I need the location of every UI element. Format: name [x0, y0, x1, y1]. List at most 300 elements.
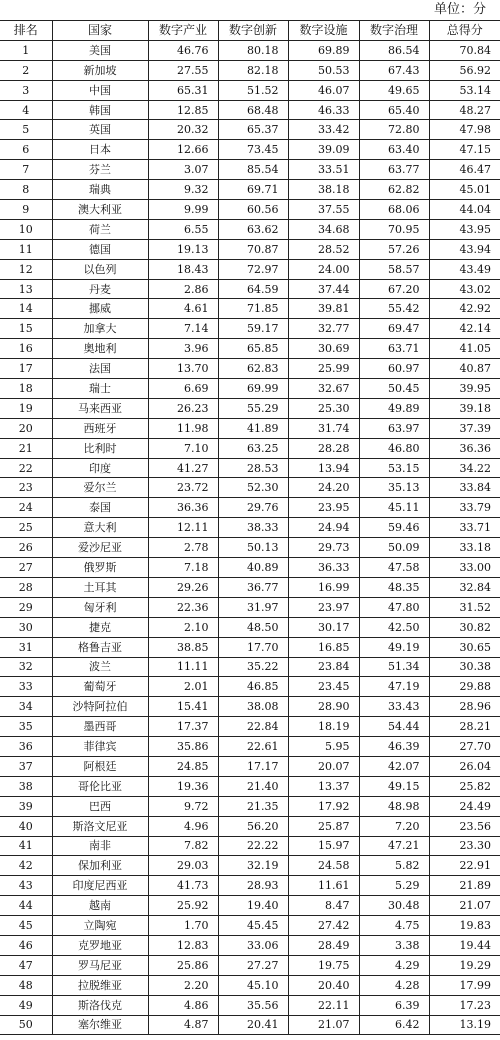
total-score-cell: 13.19: [429, 1015, 500, 1035]
digital-infrastructure-cell: 36.33: [288, 558, 359, 578]
digital-infrastructure-cell: 23.45: [288, 677, 359, 697]
total-score-cell: 42.14: [429, 319, 500, 339]
country-cell: 英国: [52, 120, 148, 140]
table-row: [0, 120, 500, 140]
rank-cell: 1: [0, 40, 52, 60]
digital-industry-cell: 41.73: [148, 876, 218, 896]
table-row: [0, 379, 500, 399]
total-score-cell: 43.02: [429, 279, 500, 299]
digital-infrastructure-cell: 30.17: [288, 617, 359, 637]
total-score-cell: 21.89: [429, 876, 500, 896]
digital-industry-cell: 24.85: [148, 756, 218, 776]
table-row: [0, 816, 500, 836]
digital-innovation-cell: 21.35: [218, 796, 288, 816]
country-cell: 比利时: [52, 438, 148, 458]
digital-innovation-cell: 60.56: [218, 200, 288, 220]
table-row: [0, 538, 500, 558]
rank-cell: 8: [0, 180, 52, 200]
digital-infrastructure-cell: 17.92: [288, 796, 359, 816]
rank-cell: 39: [0, 796, 52, 816]
total-score-cell: 28.21: [429, 717, 500, 737]
digital-industry-cell: 26.23: [148, 398, 218, 418]
digital-governance-cell: 55.42: [359, 299, 429, 319]
digital-industry-cell: 2.78: [148, 538, 218, 558]
country-cell: 罗马尼亚: [52, 955, 148, 975]
digital-innovation-cell: 35.22: [218, 657, 288, 677]
rank-cell: 12: [0, 259, 52, 279]
table-row: [0, 896, 500, 916]
total-score-cell: 22.91: [429, 856, 500, 876]
digital-governance-cell: 72.80: [359, 120, 429, 140]
table-row: [0, 995, 500, 1015]
total-score-cell: 39.18: [429, 398, 500, 418]
digital-industry-cell: 36.36: [148, 498, 218, 518]
country-cell: 韩国: [52, 100, 148, 120]
total-score-cell: 30.82: [429, 617, 500, 637]
table-row: [0, 717, 500, 737]
digital-governance-cell: 65.40: [359, 100, 429, 120]
digital-governance-cell: 63.77: [359, 160, 429, 180]
digital-industry-cell: 3.07: [148, 160, 218, 180]
digital-governance-cell: 62.82: [359, 180, 429, 200]
rank-cell: 18: [0, 379, 52, 399]
total-score-cell: 19.29: [429, 955, 500, 975]
table-row: [0, 1015, 500, 1035]
digital-innovation-cell: 56.20: [218, 816, 288, 836]
digital-innovation-cell: 52.30: [218, 478, 288, 498]
table-row: [0, 219, 500, 239]
country-cell: 日本: [52, 140, 148, 160]
digital-innovation-cell: 41.89: [218, 418, 288, 438]
total-score-cell: 21.07: [429, 896, 500, 916]
rank-cell: 47: [0, 955, 52, 975]
table-row: [0, 418, 500, 438]
country-cell: 荷兰: [52, 219, 148, 239]
country-cell: 拉脱维亚: [52, 975, 148, 995]
digital-industry-cell: 12.66: [148, 140, 218, 160]
rank-cell: 9: [0, 200, 52, 220]
table-row: [0, 756, 500, 776]
rank-cell: 41: [0, 836, 52, 856]
rank-cell: 24: [0, 498, 52, 518]
digital-infrastructure-cell: 38.18: [288, 180, 359, 200]
rank-cell: 19: [0, 398, 52, 418]
digital-innovation-cell: 48.50: [218, 617, 288, 637]
total-score-cell: 43.94: [429, 239, 500, 259]
digital-governance-cell: 50.45: [359, 379, 429, 399]
digital-innovation-cell: 63.62: [218, 219, 288, 239]
rank-cell: 7: [0, 160, 52, 180]
table-row: [0, 339, 500, 359]
rank-cell: 49: [0, 995, 52, 1015]
digital-industry-cell: 35.86: [148, 737, 218, 757]
digital-innovation-cell: 45.45: [218, 916, 288, 936]
digital-governance-cell: 5.82: [359, 856, 429, 876]
header-digital-innovation: 数字创新: [218, 21, 288, 41]
country-cell: 新加坡: [52, 60, 148, 80]
digital-industry-cell: 20.32: [148, 120, 218, 140]
digital-governance-cell: 51.34: [359, 657, 429, 677]
country-cell: 挪威: [52, 299, 148, 319]
total-score-cell: 30.38: [429, 657, 500, 677]
total-score-cell: 17.23: [429, 995, 500, 1015]
digital-infrastructure-cell: 25.30: [288, 398, 359, 418]
rank-cell: 48: [0, 975, 52, 995]
digital-innovation-cell: 22.84: [218, 717, 288, 737]
country-cell: 克罗地亚: [52, 935, 148, 955]
rank-cell: 3: [0, 80, 52, 100]
digital-innovation-cell: 36.77: [218, 577, 288, 597]
rank-cell: 40: [0, 816, 52, 836]
digital-innovation-cell: 65.37: [218, 120, 288, 140]
table-row: [0, 478, 500, 498]
table-row: [0, 697, 500, 717]
rank-cell: 37: [0, 756, 52, 776]
country-cell: 捷克: [52, 617, 148, 637]
digital-innovation-cell: 69.71: [218, 180, 288, 200]
digital-innovation-cell: 73.45: [218, 140, 288, 160]
rank-cell: 20: [0, 418, 52, 438]
total-score-cell: 40.87: [429, 359, 500, 379]
digital-governance-cell: 46.39: [359, 737, 429, 757]
rank-cell: 38: [0, 776, 52, 796]
digital-governance-cell: 47.19: [359, 677, 429, 697]
digital-industry-cell: 15.41: [148, 697, 218, 717]
digital-innovation-cell: 62.83: [218, 359, 288, 379]
digital-industry-cell: 13.70: [148, 359, 218, 379]
digital-infrastructure-cell: 19.75: [288, 955, 359, 975]
digital-industry-cell: 9.32: [148, 180, 218, 200]
digital-industry-cell: 25.92: [148, 896, 218, 916]
digital-innovation-cell: 22.22: [218, 836, 288, 856]
digital-governance-cell: 63.40: [359, 140, 429, 160]
digital-governance-cell: 46.80: [359, 438, 429, 458]
rank-cell: 31: [0, 637, 52, 657]
total-score-cell: 23.30: [429, 836, 500, 856]
digital-industry-cell: 4.96: [148, 816, 218, 836]
country-cell: 马来西亚: [52, 398, 148, 418]
country-cell: 土耳其: [52, 577, 148, 597]
rank-cell: 35: [0, 717, 52, 737]
digital-innovation-cell: 69.99: [218, 379, 288, 399]
digital-infrastructure-cell: 13.94: [288, 458, 359, 478]
digital-industry-cell: 38.85: [148, 637, 218, 657]
digital-governance-cell: 53.15: [359, 458, 429, 478]
rank-cell: 10: [0, 219, 52, 239]
country-cell: 波兰: [52, 657, 148, 677]
digital-industry-cell: 29.03: [148, 856, 218, 876]
total-score-cell: 33.84: [429, 478, 500, 498]
total-score-cell: 41.05: [429, 339, 500, 359]
table-row: [0, 577, 500, 597]
digital-industry-cell: 12.85: [148, 100, 218, 120]
total-score-cell: 44.04: [429, 200, 500, 220]
digital-industry-cell: 12.83: [148, 935, 218, 955]
country-cell: 哥伦比亚: [52, 776, 148, 796]
digital-industry-cell: 7.82: [148, 836, 218, 856]
digital-governance-cell: 47.58: [359, 558, 429, 578]
digital-infrastructure-cell: 24.94: [288, 518, 359, 538]
rank-cell: 14: [0, 299, 52, 319]
rank-cell: 33: [0, 677, 52, 697]
total-score-cell: 23.56: [429, 816, 500, 836]
table-row: [0, 438, 500, 458]
digital-innovation-cell: 70.87: [218, 239, 288, 259]
table-row: [0, 955, 500, 975]
digital-infrastructure-cell: 33.51: [288, 160, 359, 180]
digital-innovation-cell: 38.08: [218, 697, 288, 717]
country-cell: 斯洛伐克: [52, 995, 148, 1015]
total-score-cell: 48.27: [429, 100, 500, 120]
digital-infrastructure-cell: 28.49: [288, 935, 359, 955]
digital-infrastructure-cell: 20.40: [288, 975, 359, 995]
digital-governance-cell: 6.42: [359, 1015, 429, 1035]
digital-innovation-cell: 28.93: [218, 876, 288, 896]
country-cell: 德国: [52, 239, 148, 259]
country-cell: 西班牙: [52, 418, 148, 438]
total-score-cell: 47.15: [429, 140, 500, 160]
country-cell: 塞尔维亚: [52, 1015, 148, 1035]
rank-cell: 2: [0, 60, 52, 80]
digital-industry-cell: 17.37: [148, 717, 218, 737]
digital-innovation-cell: 71.85: [218, 299, 288, 319]
digital-industry-cell: 18.43: [148, 259, 218, 279]
country-cell: 泰国: [52, 498, 148, 518]
digital-infrastructure-cell: 30.69: [288, 339, 359, 359]
digital-infrastructure-cell: 27.42: [288, 916, 359, 936]
country-cell: 中国: [52, 80, 148, 100]
digital-governance-cell: 50.09: [359, 538, 429, 558]
digital-governance-cell: 6.39: [359, 995, 429, 1015]
digital-innovation-cell: 21.40: [218, 776, 288, 796]
digital-infrastructure-cell: 32.77: [288, 319, 359, 339]
country-cell: 俄罗斯: [52, 558, 148, 578]
table-header-row: [0, 21, 500, 41]
country-cell: 加拿大: [52, 319, 148, 339]
digital-industry-cell: 6.55: [148, 219, 218, 239]
header-country: 国家: [52, 21, 148, 41]
digital-governance-cell: 42.50: [359, 617, 429, 637]
digital-industry-cell: 9.72: [148, 796, 218, 816]
digital-industry-cell: 25.86: [148, 955, 218, 975]
country-cell: 丹麦: [52, 279, 148, 299]
rank-cell: 30: [0, 617, 52, 637]
digital-governance-cell: 4.29: [359, 955, 429, 975]
digital-infrastructure-cell: 37.55: [288, 200, 359, 220]
digital-infrastructure-cell: 29.73: [288, 538, 359, 558]
country-cell: 阿根廷: [52, 756, 148, 776]
header-rank: 排名: [0, 21, 52, 41]
table-row: [0, 259, 500, 279]
total-score-cell: 33.71: [429, 518, 500, 538]
rank-cell: 16: [0, 339, 52, 359]
digital-innovation-cell: 35.56: [218, 995, 288, 1015]
rank-cell: 50: [0, 1015, 52, 1035]
total-score-cell: 32.84: [429, 577, 500, 597]
digital-innovation-cell: 50.13: [218, 538, 288, 558]
rank-cell: 23: [0, 478, 52, 498]
country-cell: 芬兰: [52, 160, 148, 180]
country-cell: 印度: [52, 458, 148, 478]
digital-innovation-cell: 85.54: [218, 160, 288, 180]
rank-cell: 32: [0, 657, 52, 677]
digital-innovation-cell: 17.17: [218, 756, 288, 776]
total-score-cell: 56.92: [429, 60, 500, 80]
digital-innovation-cell: 17.70: [218, 637, 288, 657]
table-row: [0, 80, 500, 100]
digital-governance-cell: 86.54: [359, 40, 429, 60]
digital-infrastructure-cell: 37.44: [288, 279, 359, 299]
country-cell: 意大利: [52, 518, 148, 538]
digital-governance-cell: 49.19: [359, 637, 429, 657]
header-digital-infrastructure: 数字设施: [288, 21, 359, 41]
digital-industry-cell: 2.01: [148, 677, 218, 697]
total-score-cell: 31.52: [429, 597, 500, 617]
table-row: [0, 935, 500, 955]
rank-cell: 43: [0, 876, 52, 896]
digital-industry-cell: 46.76: [148, 40, 218, 60]
digital-industry-cell: 23.72: [148, 478, 218, 498]
digital-innovation-cell: 72.97: [218, 259, 288, 279]
rank-cell: 45: [0, 916, 52, 936]
country-cell: 美国: [52, 40, 148, 60]
digital-governance-cell: 58.57: [359, 259, 429, 279]
total-score-cell: 30.65: [429, 637, 500, 657]
digital-innovation-cell: 64.59: [218, 279, 288, 299]
table-row: [0, 776, 500, 796]
total-score-cell: 43.95: [429, 219, 500, 239]
country-cell: 格鲁吉亚: [52, 637, 148, 657]
total-score-cell: 33.18: [429, 538, 500, 558]
table-row: [0, 398, 500, 418]
digital-governance-cell: 70.95: [359, 219, 429, 239]
digital-governance-cell: 30.48: [359, 896, 429, 916]
country-cell: 越南: [52, 896, 148, 916]
digital-governance-cell: 69.47: [359, 319, 429, 339]
country-cell: 沙特阿拉伯: [52, 697, 148, 717]
digital-infrastructure-cell: 24.20: [288, 478, 359, 498]
digital-governance-cell: 54.44: [359, 717, 429, 737]
digital-infrastructure-cell: 13.37: [288, 776, 359, 796]
table-row: [0, 677, 500, 697]
table-row: [0, 180, 500, 200]
digital-governance-cell: 49.15: [359, 776, 429, 796]
digital-innovation-cell: 55.29: [218, 398, 288, 418]
digital-governance-cell: 48.35: [359, 577, 429, 597]
digital-infrastructure-cell: 69.89: [288, 40, 359, 60]
rank-cell: 29: [0, 597, 52, 617]
rank-cell: 21: [0, 438, 52, 458]
digital-infrastructure-cell: 46.33: [288, 100, 359, 120]
digital-innovation-cell: 32.19: [218, 856, 288, 876]
digital-industry-cell: 4.87: [148, 1015, 218, 1035]
total-score-cell: 19.83: [429, 916, 500, 936]
country-cell: 立陶宛: [52, 916, 148, 936]
digital-industry-cell: 7.14: [148, 319, 218, 339]
digital-industry-cell: 22.36: [148, 597, 218, 617]
digital-innovation-cell: 27.27: [218, 955, 288, 975]
ranking-table: [0, 20, 500, 1035]
table-row: [0, 597, 500, 617]
unit-label: 单位：分: [433, 2, 486, 17]
country-cell: 巴西: [52, 796, 148, 816]
digital-innovation-cell: 19.40: [218, 896, 288, 916]
digital-infrastructure-cell: 39.09: [288, 140, 359, 160]
digital-infrastructure-cell: 32.67: [288, 379, 359, 399]
table-row: [0, 140, 500, 160]
digital-innovation-cell: 20.41: [218, 1015, 288, 1035]
rank-cell: 15: [0, 319, 52, 339]
total-score-cell: 24.49: [429, 796, 500, 816]
digital-governance-cell: 33.43: [359, 697, 429, 717]
country-cell: 墨西哥: [52, 717, 148, 737]
digital-innovation-cell: 29.76: [218, 498, 288, 518]
digital-infrastructure-cell: 25.87: [288, 816, 359, 836]
table-row: [0, 836, 500, 856]
digital-innovation-cell: 40.89: [218, 558, 288, 578]
header-digital-governance: 数字治理: [359, 21, 429, 41]
rank-cell: 28: [0, 577, 52, 597]
table-row: [0, 856, 500, 876]
digital-infrastructure-cell: 50.53: [288, 60, 359, 80]
table-row: [0, 617, 500, 637]
digital-industry-cell: 41.27: [148, 458, 218, 478]
digital-industry-cell: 1.70: [148, 916, 218, 936]
country-cell: 以色列: [52, 259, 148, 279]
rank-cell: 6: [0, 140, 52, 160]
digital-infrastructure-cell: 31.74: [288, 418, 359, 438]
total-score-cell: 47.98: [429, 120, 500, 140]
total-score-cell: 33.00: [429, 558, 500, 578]
country-cell: 瑞士: [52, 379, 148, 399]
digital-infrastructure-cell: 46.07: [288, 80, 359, 100]
country-cell: 匈牙利: [52, 597, 148, 617]
total-score-cell: 42.92: [429, 299, 500, 319]
digital-industry-cell: 2.20: [148, 975, 218, 995]
digital-infrastructure-cell: 11.61: [288, 876, 359, 896]
digital-industry-cell: 19.13: [148, 239, 218, 259]
country-cell: 葡萄牙: [52, 677, 148, 697]
digital-innovation-cell: 82.18: [218, 60, 288, 80]
digital-innovation-cell: 51.52: [218, 80, 288, 100]
digital-governance-cell: 68.06: [359, 200, 429, 220]
country-cell: 澳大利亚: [52, 200, 148, 220]
digital-innovation-cell: 68.48: [218, 100, 288, 120]
digital-industry-cell: 12.11: [148, 518, 218, 538]
digital-governance-cell: 35.13: [359, 478, 429, 498]
total-score-cell: 28.96: [429, 697, 500, 717]
total-score-cell: 70.84: [429, 40, 500, 60]
digital-industry-cell: 29.26: [148, 577, 218, 597]
digital-infrastructure-cell: 25.99: [288, 359, 359, 379]
country-cell: 南非: [52, 836, 148, 856]
digital-governance-cell: 60.97: [359, 359, 429, 379]
table-row: [0, 359, 500, 379]
digital-industry-cell: 4.86: [148, 995, 218, 1015]
digital-governance-cell: 4.75: [359, 916, 429, 936]
country-cell: 印度尼西亚: [52, 876, 148, 896]
digital-governance-cell: 63.71: [359, 339, 429, 359]
digital-infrastructure-cell: 5.95: [288, 737, 359, 757]
digital-governance-cell: 67.20: [359, 279, 429, 299]
total-score-cell: 53.14: [429, 80, 500, 100]
digital-infrastructure-cell: 20.07: [288, 756, 359, 776]
table-row: [0, 975, 500, 995]
digital-infrastructure-cell: 28.28: [288, 438, 359, 458]
table-row: [0, 319, 500, 339]
digital-infrastructure-cell: 15.97: [288, 836, 359, 856]
total-score-cell: 19.44: [429, 935, 500, 955]
